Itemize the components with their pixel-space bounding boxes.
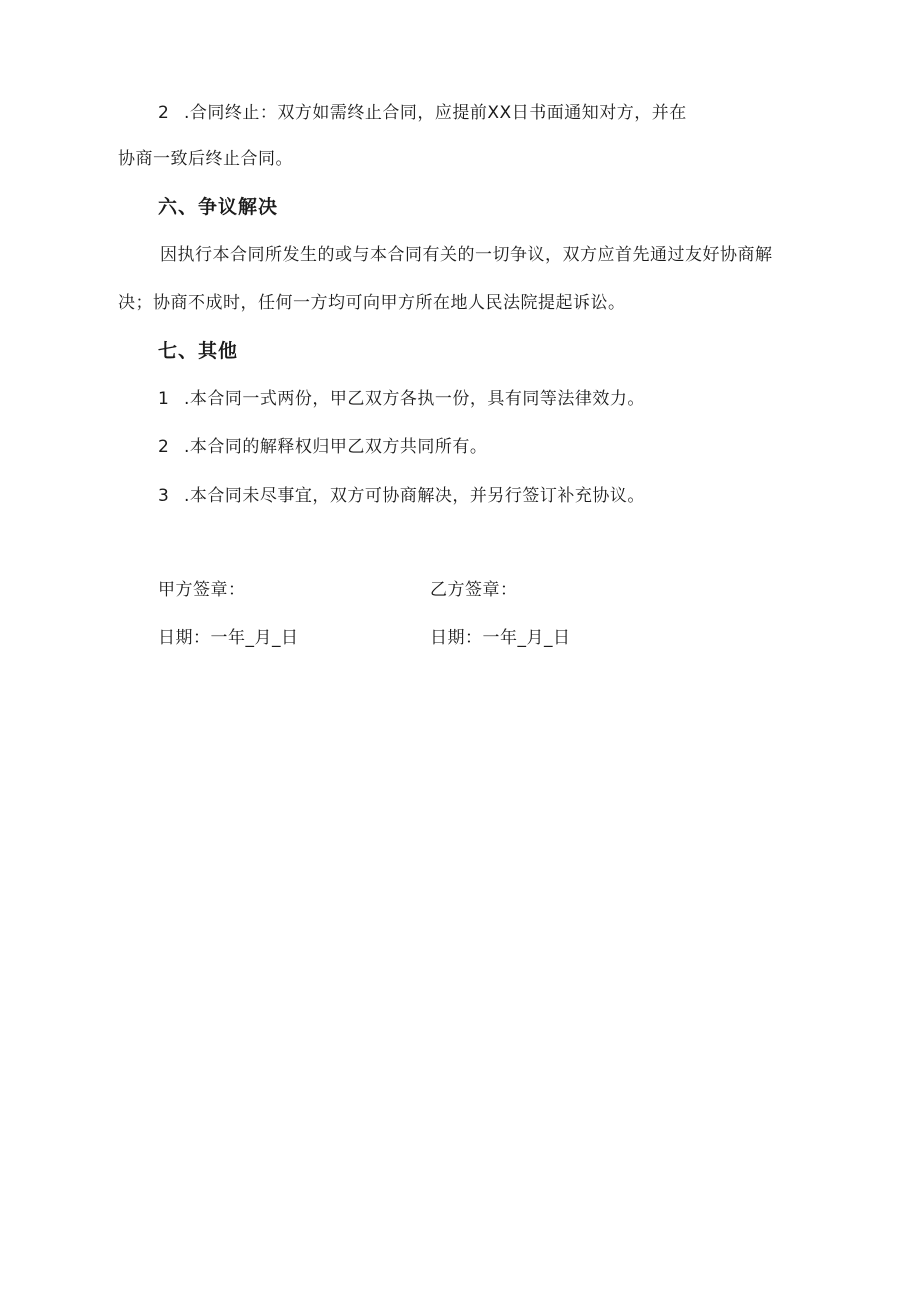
- section-heading-dispute: 六、争议解决: [158, 196, 279, 218]
- other-clause-2: [158, 436, 487, 458]
- clause-text: .合同终止：双方如需终止合同，应提前XX日书面通知对方，并在: [184, 103, 687, 123]
- party-a-date: 日期：一年_月_日: [158, 628, 299, 648]
- other-clause-3: [158, 485, 645, 507]
- clause-number: 3: [158, 486, 170, 506]
- party-a-signature-label: 甲方签章：: [158, 580, 246, 600]
- clause-text: .本合同未尽事宜，双方可协商解决，并另行签订补充协议。: [184, 486, 645, 506]
- party-b-signature-label: 乙方签章：: [430, 580, 518, 600]
- dispute-paragraph-line2: 决；协商不成时，任何一方均可向甲方所在地人民法院提起诉讼。: [118, 293, 626, 313]
- clause-text: .本合同一式两份，甲乙双方各执一份，具有同等法律效力。: [184, 389, 645, 409]
- clause-number: 1: [158, 389, 170, 409]
- section-heading-other: 七、其他: [158, 340, 239, 362]
- clause-text: .本合同的解释权归甲乙双方共同所有。: [184, 437, 488, 457]
- party-b-date: 日期：一年_月_日: [430, 628, 571, 648]
- dispute-paragraph-line1: 因执行本合同所发生的或与本合同有关的一切争议，双方应首先通过友好协商解: [160, 245, 773, 265]
- clause-number: 2: [158, 437, 170, 457]
- termination-clause-line1: [158, 102, 687, 124]
- clause-number: 2: [158, 103, 170, 123]
- termination-clause-line2: 协商一致后终止合同。: [118, 149, 293, 169]
- other-clause-1: [158, 388, 645, 410]
